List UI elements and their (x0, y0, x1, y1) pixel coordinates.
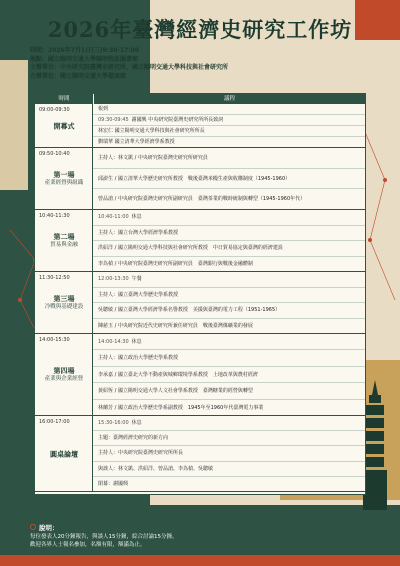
line-text: 林宏仁 國立陽明交通大學科技與社會研究所所長 (98, 128, 205, 134)
session-content (93, 210, 365, 271)
session-content (93, 104, 365, 147)
agenda-line (93, 148, 365, 169)
agenda-line (93, 189, 365, 210)
line-text: 主持人：國立臺灣大學歷史學系教授 (98, 291, 179, 298)
session-topic: 貿易與金融 (50, 241, 78, 248)
agenda-line (93, 477, 365, 492)
line-time: 09:30-09:45 (98, 117, 129, 123)
agenda-line (93, 400, 365, 416)
agenda-line (93, 431, 365, 446)
table-header (35, 94, 365, 104)
agenda-line (93, 137, 365, 148)
agenda-line (93, 416, 365, 431)
session-time: 09:50-10:40 (39, 151, 70, 157)
line-text: 洪紹洋 / 國立陽明交通大學科技與社會研究所教授 中日貿易協定與臺灣的經濟建設 (98, 245, 283, 251)
line-text: 休息 (131, 420, 142, 426)
session-name: 第三場 冷戰與基礎建設 (35, 294, 93, 312)
agenda-line (93, 104, 365, 115)
line-text: 李承嘉 / 國立臺北大學不動產與城鄉環境學系教授 土地改革與農村經濟 (98, 371, 258, 378)
session-list (35, 104, 365, 492)
line-text: 劉瑞華 國立清華大學經濟學系教授 (98, 139, 175, 145)
session-time: 16:00-17:00 (39, 419, 70, 425)
session-label (35, 334, 93, 415)
line-text: 曾品滄 / 中央研究院臺灣史研究所副研究員 臺灣茶業的戰時統制與轉型（1945-1960年代） (98, 196, 306, 203)
line-text: 主持人：國立台灣大學經濟學系教授 (98, 229, 179, 236)
session-row (35, 104, 365, 148)
agenda-line (93, 169, 365, 190)
session-name: 第四場 產業與企業經營 (35, 366, 93, 384)
agenda-line (93, 383, 365, 399)
line-time: 14:00-14:30 (98, 339, 129, 345)
line-text: 李為楨 / 中央研究院臺灣史研究所副研究員 臺灣銀行與戰後金融體制 (98, 260, 253, 267)
line-text: 閉幕：謝國興 (98, 480, 129, 487)
session-row (35, 148, 365, 210)
header-time: 時間 (35, 94, 94, 104)
session-time: 14:00-15:30 (39, 337, 70, 343)
session-label (35, 148, 93, 209)
line-text: 報到 (98, 106, 109, 112)
line-text: 吳聰敏 / 國立臺灣大學經濟學系名譽教授 美援與臺灣的電力工程（1951-1965） (98, 307, 281, 313)
agenda-line (93, 272, 365, 288)
session-time: 09:00-09:30 (39, 107, 70, 113)
session-topic: 冷戰與基礎建設 (44, 303, 84, 310)
session-row (35, 334, 365, 416)
agenda-line (93, 319, 365, 335)
agenda-line (93, 350, 365, 366)
line-text: 謝國興 中央研究院臺灣史研究所所長致詞 (131, 117, 224, 123)
agenda-line (93, 226, 365, 242)
agenda-line (93, 303, 365, 319)
agenda-line (93, 334, 365, 350)
session-content (93, 416, 365, 491)
session-row (35, 272, 365, 334)
line-text: 主持人：國立政治大學歷史學系教授 (98, 355, 179, 362)
line-time: 15:30-16:00 (98, 420, 129, 426)
footer-title: 說明： (30, 523, 59, 532)
info-coorganizer: 合辦單位：國立陽明交通大學檔案館 (30, 72, 127, 80)
line-text: 主持人：林文凱 / 中央研究院臺灣史研究所研究員 (98, 155, 208, 161)
line-text: 林蘭芳 / 國立政治大學歷史學系副教授 1945年至1960年代臺灣電力事業 (98, 404, 264, 411)
line-text: 休息 (131, 214, 142, 220)
agenda-line (93, 446, 365, 461)
line-text: 主題：臺灣經濟史研究的新方向 (98, 435, 169, 442)
agenda-table (34, 93, 366, 495)
session-row (35, 210, 365, 272)
line-text: 午餐 (131, 276, 142, 282)
session-label (35, 210, 93, 271)
session-content (93, 148, 365, 209)
line-text: 與談人：林文凱、洪紹洋、曾品滄、李為楨、吳聰敏 (98, 465, 214, 472)
bullet-icon (30, 524, 36, 530)
agenda-line (93, 115, 365, 126)
line-text: 休息 (131, 339, 142, 345)
agenda-line (93, 257, 365, 273)
line-text: 主持人：中央研究院臺灣史研究所所長 (98, 450, 184, 457)
footer-line-2: 歡迎各界人士報名參加，名額有限，額滿為止。 (30, 542, 146, 548)
footer-line-1: 每位發表人20分鐘報告，與談人15分鐘，綜合討論15分鐘。 (30, 534, 178, 540)
session-row (35, 416, 365, 492)
info-date: 時間：2026年7月1日(三)9:30-17:00 (30, 47, 140, 54)
agenda-line (93, 288, 365, 304)
session-time: 11:30-12:50 (39, 275, 70, 281)
session-topic: 產業與企業經營 (44, 375, 84, 382)
agenda-line (93, 210, 365, 226)
line-text: 陳慈玉 / 中央研究院近代史研究所兼任研究員 戰後臺灣煤礦業的發展 (98, 322, 253, 329)
agenda-line (93, 126, 365, 137)
line-text: 黃紹恆 / 國立陽明交通大學人文社會學系教授 臺灣糖業的經營與轉型 (98, 388, 253, 395)
session-name: 開幕式 (53, 121, 75, 130)
header-content: 議程 (223, 96, 235, 102)
info-venue: 地點：國立陽明交通大學陽明校區圖書館 (30, 55, 139, 63)
line-time: 12:00-13:30 (98, 276, 129, 282)
session-label (35, 416, 93, 491)
event-info (30, 47, 228, 81)
session-label (35, 272, 93, 333)
session-content (93, 334, 365, 415)
session-name: 第一場 產業經營與組織 (35, 170, 93, 188)
session-name: 圓桌論壇 (50, 449, 78, 458)
agenda-line (93, 462, 365, 477)
session-name: 第二場 貿易與金融 (35, 232, 93, 250)
line-time: 10:40-11:00 (98, 214, 129, 220)
session-label (35, 104, 93, 147)
agenda-line (93, 367, 365, 383)
agenda-line (93, 241, 365, 257)
page-title: 2026年臺灣經濟史研究工作坊 (47, 17, 353, 42)
session-topic: 產業經營與組織 (44, 179, 84, 186)
footer-notes (30, 533, 178, 549)
session-time: 10:40-11:30 (39, 213, 70, 219)
line-text: 邱澎生 / 國立清華大學歷史研究所教授 戰後臺灣米糧生產與收購制度（1945-1960） (98, 175, 291, 182)
info-organizer: 主辦單位：中央研究院臺灣史研究所、國立陽明交通大學科技與社會研究所 (30, 64, 229, 71)
session-content (93, 272, 365, 333)
